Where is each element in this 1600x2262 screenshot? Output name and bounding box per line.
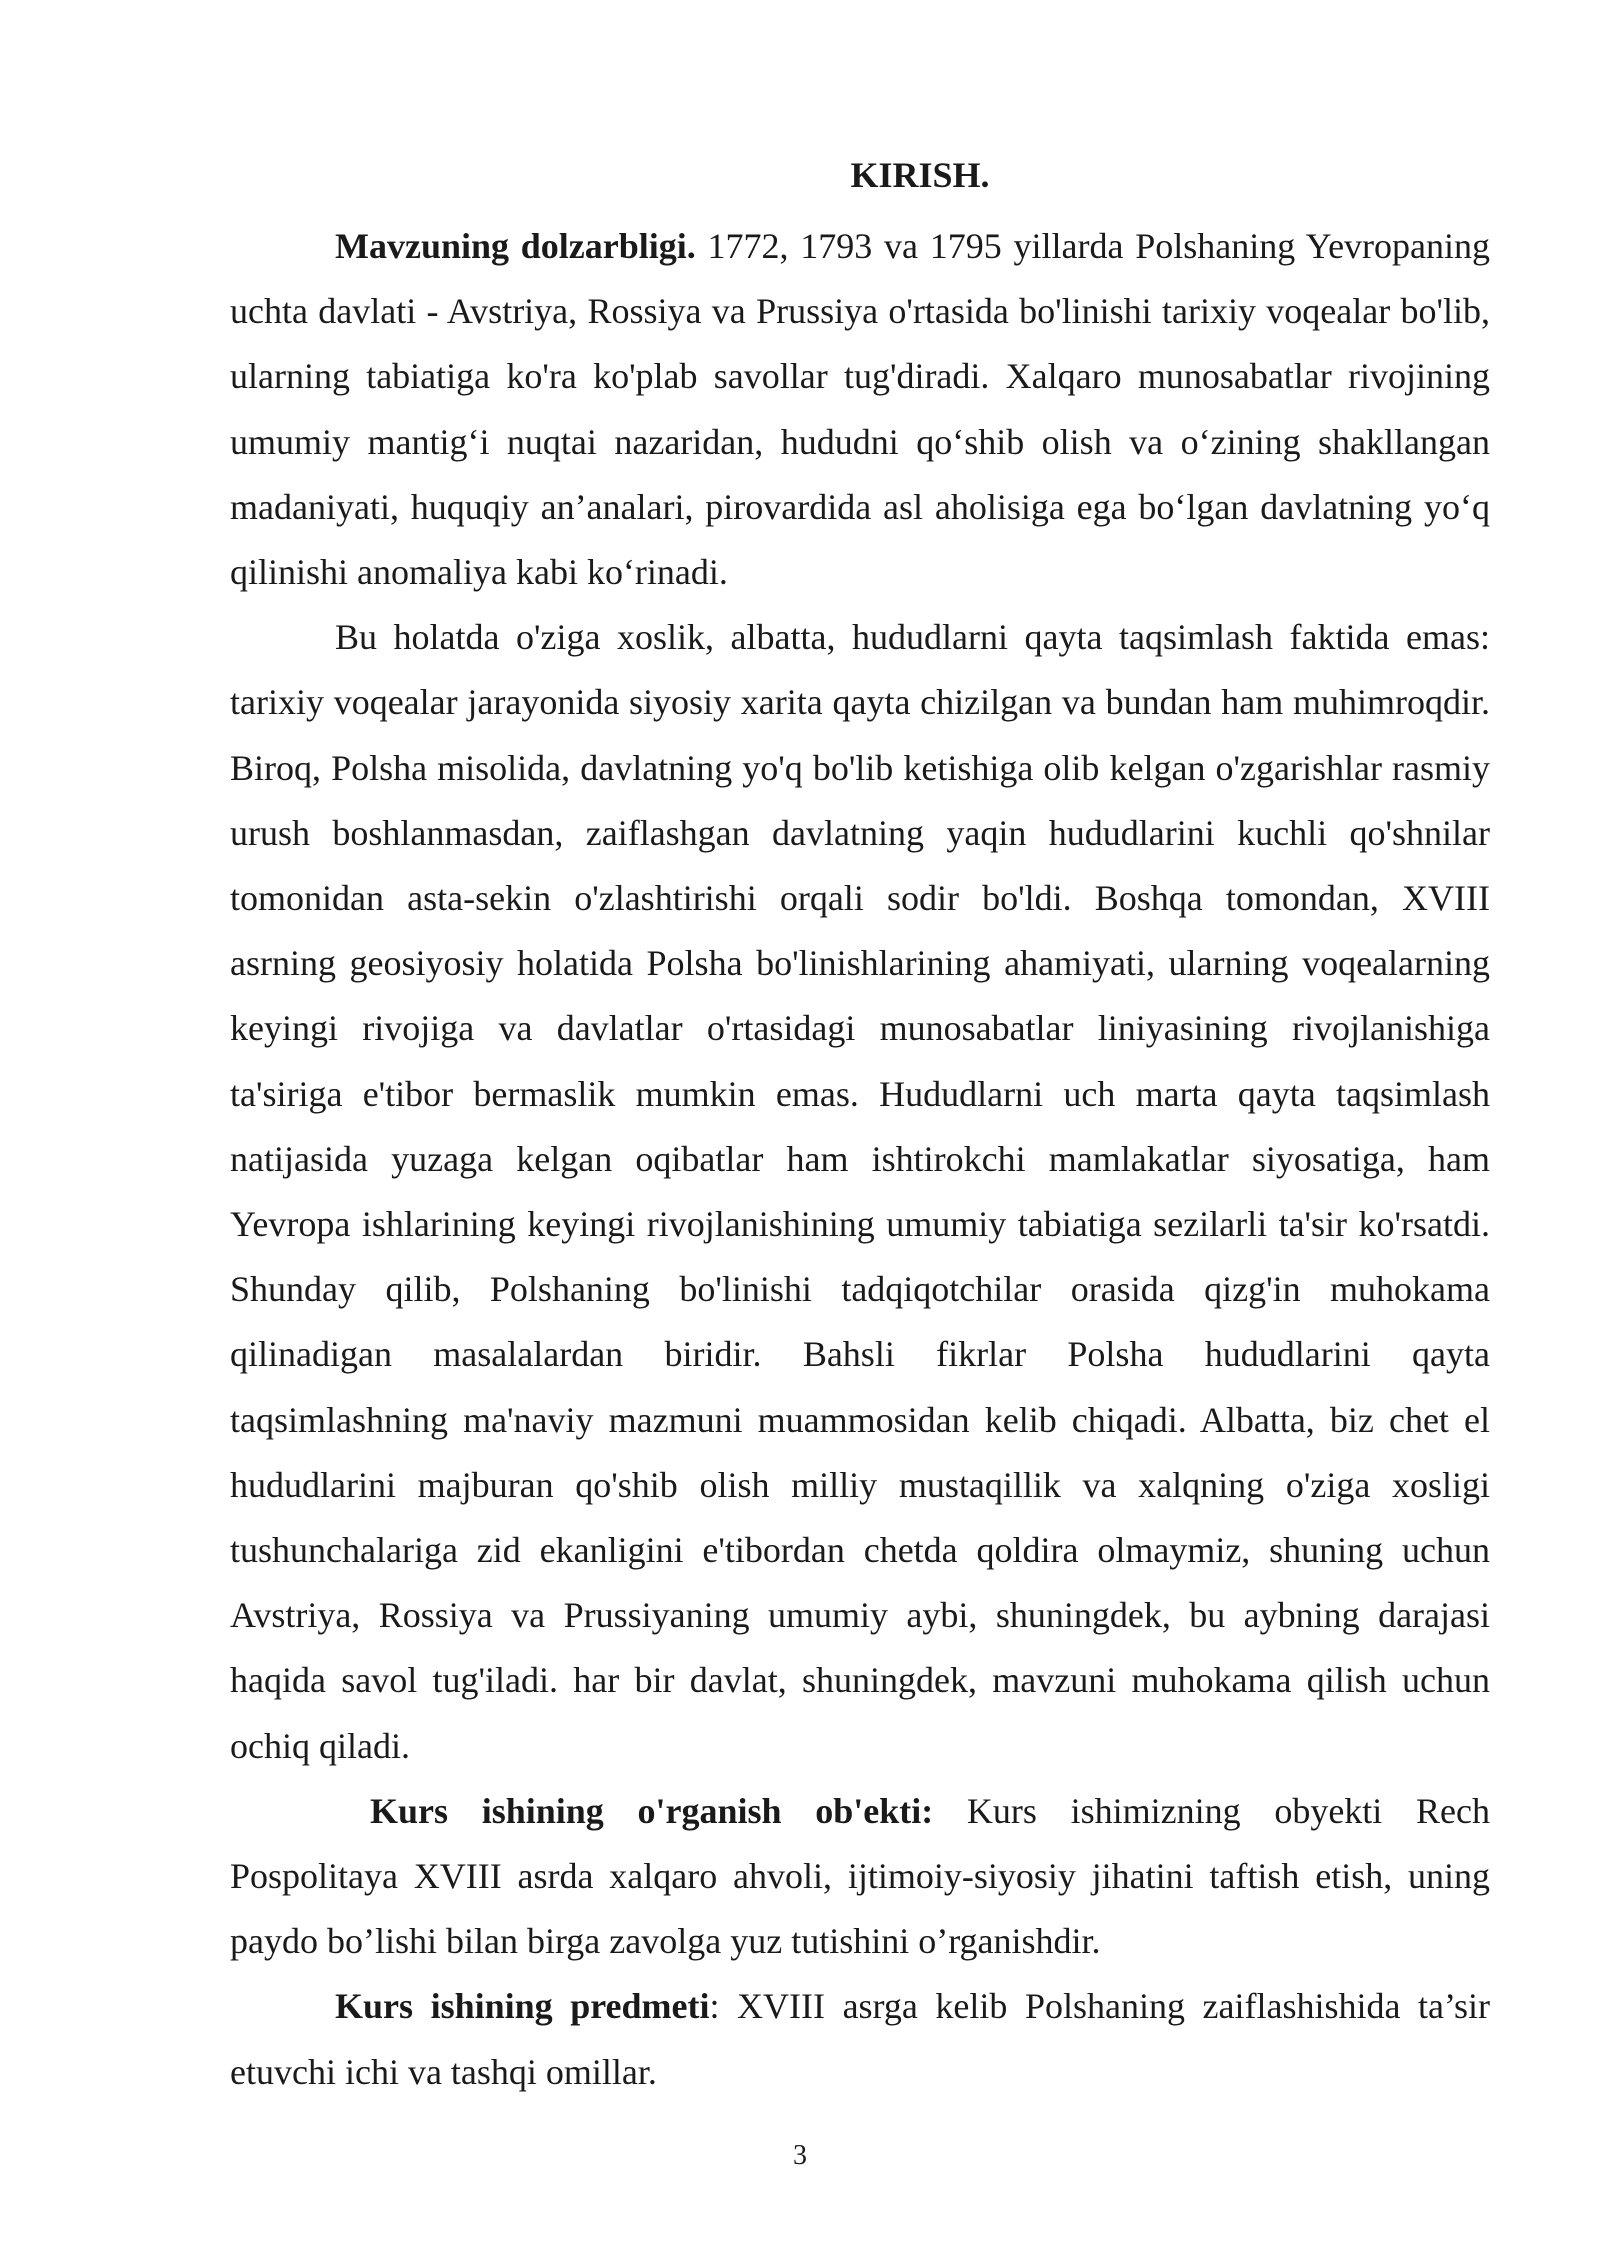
paragraph-specificity bbox=[230, 605, 1490, 1779]
document-page bbox=[230, 148, 1490, 2105]
paragraph-lead: Kurs ishining predmeti bbox=[335, 1986, 710, 2027]
page-number: 3 bbox=[793, 2140, 807, 2171]
paragraph-object bbox=[230, 1779, 1490, 1975]
paragraph-relevance bbox=[230, 214, 1490, 605]
paragraph-lead: Kurs ishining o'rganish ob'ekti: bbox=[370, 1790, 934, 1831]
paragraph-text: Bu holatda o'ziga xoslik, albatta, hududlarni qayta taqsimlash faktida emas: tarixiy voqealar jarayonida siyosiy xarita qayta chizilgan va bundan ham muhimroqdir. Biroq, Polsha misolida, davlatning yo'q bo'lib ketishiga olib kelgan o'zgarishlar rasmiy urush boshlanmasdan, zaiflashgan davlatning yaqin hududlarini kuchli qo'shnilar tomonidan asta-sekin o'zlashtirishi orqali sodir bo'ldi. Boshqa tomondan, XVIII asrning geosiyosiy holatida Polsha bo'linishlarining ahamiyati, ularning voqealarning keyingi rivojiga va davlatlar o'rtasidagi munosabatlar liniyasining rivojlanishiga ta'siriga e'tibor bermaslik mumkin emas. Hududlarni uch marta qayta taqsimlash natijasida yuzaga kelgan oqibatlar ham ishtirokchi mamlakatlar siyosatiga, ham Yevropa ishlarining keyingi rivojlanishining umumiy tabiatiga sezilarli ta'sir ko'rsatdi. Shunday qilib, Polshaning bo'linishi tadqiqotchilar orasida qizg'in muhokama qilinadigan masalalardan biridir. Bahsli fikrlar Polsha hududlarini qayta taqsimlashning ma'naviy mazmuni muammosidan kelib chiqadi. Albatta, biz chet el hududlarini majburan qo'shib olish milliy mustaqillik va xalqning o'ziga xosligi tushunchalariga zid ekanligini e'tibordan chetda qoldira olmaymiz, shuning uchun Avstriya, Rossiya va Prussiyaning umumiy aybi, shuningdek, bu aybning darajasi haqida savol tug'iladi. har bir davlat, shuningdek, mavzuni muhokama qilish uchun ochiq qiladi. bbox=[230, 617, 1490, 1766]
paragraph-text: Kurs ishimizning obyekti Rech Pospolitaya XVIII asrda xalqaro ahvoli, ijtimoiy-siyosiy jihatini taftish etish, uning paydo bo’lishi bilan birga zavolga yuz tutishini o’rganishdir. bbox=[230, 1790, 1490, 1962]
paragraph-lead: Mavzuning dolzarbligi. bbox=[335, 226, 696, 266]
paragraph-text: 1772, 1793 va 1795 yillarda Polshaning Yevropaning uchta davlati - Avstriya, Rossiya va Prussiya o'rtasida bo'linishi tarixiy voqealar bo'lib, ularning tabiatiga ko'ra ko'plab savollar tug'diradi. Xalqaro munosabatlar rivojining umumiy mantig‘i nuqtai nazaridan, hududni qo‘shib olish va o‘zining shakllangan madaniyati, huquqiy an’analari, pirovardida asl aholisiga ega bo‘lgan davlatning yo‘q qilinishi anomaliya kabi ko‘rinadi. bbox=[230, 226, 1491, 593]
paragraph-subject bbox=[230, 1974, 1490, 2104]
section-title: KIRISH. bbox=[850, 155, 990, 195]
paragraph-text: : XVIII asrga kelib Polshaning zaiflashishida ta’sir etuvchi ichi va tashqi omillar. bbox=[230, 1986, 1490, 2092]
